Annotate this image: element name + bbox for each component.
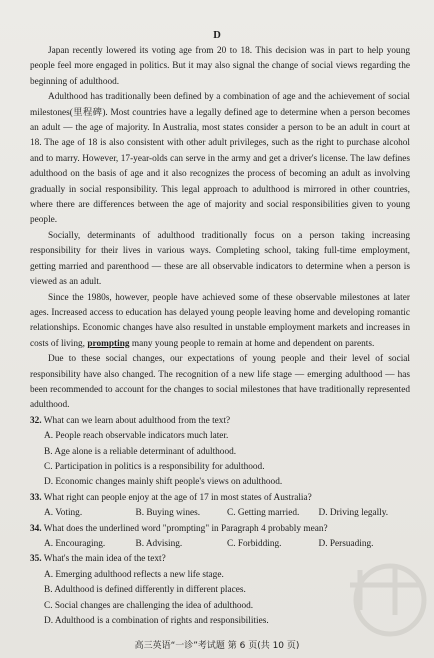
question-number: 32. <box>30 415 42 426</box>
page-footer: 高三英语“一诊”考试题 第 6 页(共 10 页) <box>134 641 300 651</box>
question-stem: What can we learn about adulthood from the text? <box>43 415 231 426</box>
option-b[interactable]: B. Age alone is a reliable determinant of adulthood. <box>44 446 237 457</box>
option-d[interactable]: D. Driving legally. <box>318 508 389 519</box>
option-c[interactable]: C. Forbidding. <box>227 539 282 549</box>
paragraph-5 <box>30 352 410 414</box>
paragraph-text: Socially, determinants of adulthood traditionally focus on a person taking increasing responsibility for their lives in various ways. Completing school, taking full-time employment, getting married and parenthood — these are all observable indicators to determine when a person is viewed as an adult. <box>30 230 410 288</box>
option-d[interactable]: D. Economic changes mainly shift people's views on adulthood. <box>44 477 283 488</box>
question-stem: What's the main idea of the text? <box>43 554 166 565</box>
option-c[interactable]: C. Social changes are challenging the idea of adulthood. <box>44 600 254 611</box>
question-number: 34. <box>30 523 42 534</box>
question-34 <box>30 522 410 553</box>
option-a[interactable]: A. Voting. <box>44 508 83 519</box>
question-stem: What does the underlined word "prompting" in Paragraph 4 probably mean? <box>43 523 328 534</box>
paragraph-text: many young people to remain at home and dependent on parents. <box>129 338 375 349</box>
paragraph-4 <box>30 291 410 353</box>
paragraph-2 <box>30 90 410 229</box>
question-32 <box>30 414 410 491</box>
paragraph-1 <box>30 44 410 90</box>
underlined-word: prompting <box>87 338 130 349</box>
option-b[interactable]: B. Buying wines. <box>135 508 201 519</box>
option-c[interactable]: C. Participation in politics is a responsibility for adulthood. <box>44 461 265 472</box>
option-d[interactable]: D. Adulthood is a combination of rights and responsibilities. <box>44 616 269 627</box>
paragraph-text: Adulthood has traditionally been defined by a combination of age and the achievement of social milestones(里程碑). Most countries have a legally defined age to determine when a person becomes an adult — the age of majority. In Australia, most states consider a person to be an adult in court at 18. The age of 18 is also consistent with other adult privileges, such as the right to purchase alcohol and to marry. However, 17-year-olds can serve in the army and get a driver's license. The law defines adulthood on the basis of age and it also recognizes the process of becoming an adult as involving gradually in social responsibility. This legal approach to adulthood is mirrored in other countries, where there are differences between the age of majority and social responsibilities given to young people. <box>30 92 410 226</box>
question-35 <box>30 552 410 629</box>
passage-body <box>30 44 410 629</box>
paragraph-3 <box>30 229 410 291</box>
option-c[interactable]: C. Getting married. <box>227 508 300 519</box>
option-a[interactable]: A. Encouraging. <box>44 539 106 549</box>
option-a[interactable]: A. Emerging adulthood reflects a new life stage. <box>44 569 224 580</box>
option-b[interactable]: B. Advising. <box>135 539 183 549</box>
option-a[interactable]: A. People reach observable indicators much later. <box>44 431 229 442</box>
question-number: 33. <box>30 492 42 503</box>
paragraph-text: Since the 1980s, however, people have achieved some of these observable milestones at later ages. Increased access to education has delayed young people leaving home and developing romantic relationships. Economic changes have also resulted in unstable employment markets and increases in costs of living, <box>30 292 410 349</box>
section-letter: D <box>213 30 221 41</box>
question-number: 35. <box>30 554 42 565</box>
paragraph-text: Japan recently lowered its voting age from 20 to 18. This decision was in part to help young people feel more engaged in politics. But it may also signal the change of social views regarding the beginning of adulthood. <box>30 46 410 87</box>
question-stem: What right can people enjoy at the age of 17 in most states of Australia? <box>43 492 312 503</box>
question-33 <box>30 491 410 522</box>
paragraph-text: Due to these social changes, our expectations of young people and their level of social responsibility have also changed. The recognition of a new life stage — emerging adulthood — has been recommended to account for the changes to social milestones that have traditionally represented adulthood. <box>30 354 410 411</box>
option-b[interactable]: B. Adulthood is defined differently in different places. <box>44 585 246 596</box>
option-d[interactable]: D. Persuading. <box>318 539 374 549</box>
